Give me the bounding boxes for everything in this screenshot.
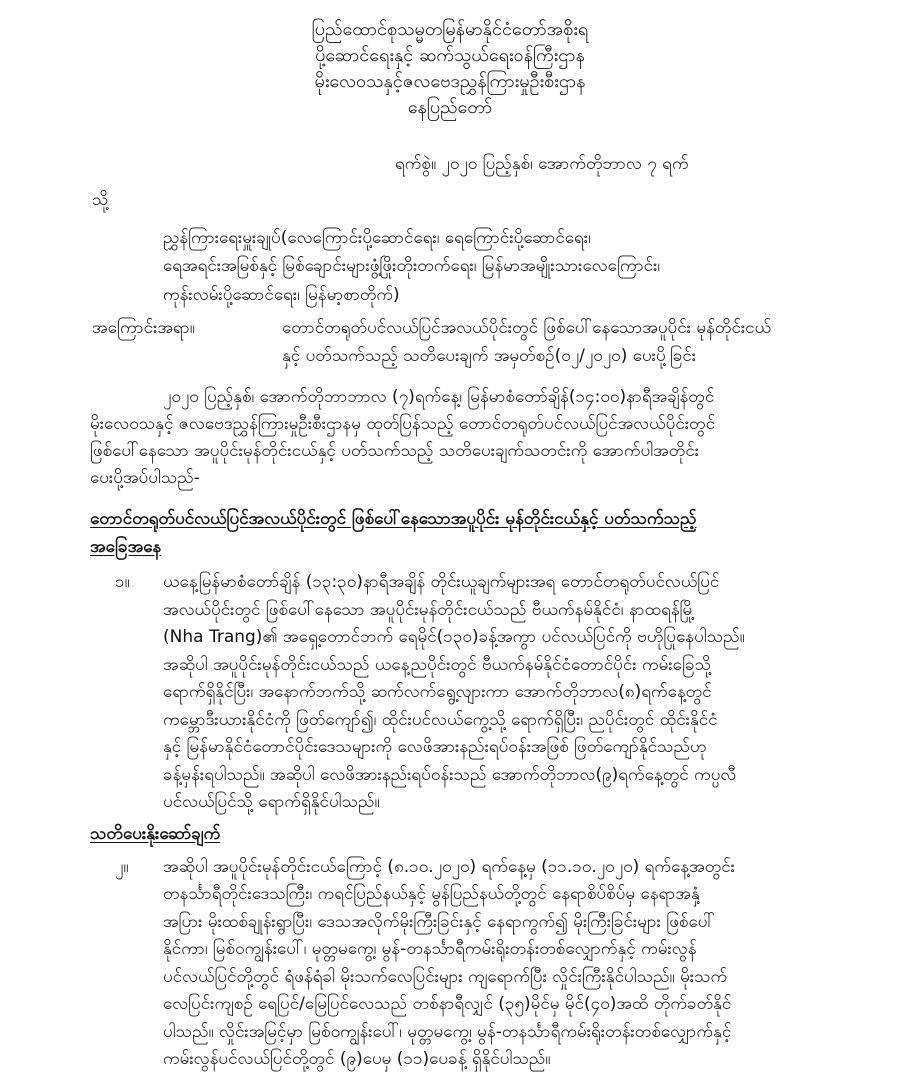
section2-line: ပါသည်။ လှိုင်းအမြင့်မှာ မြစ်ဝကျွန်းပေါ်၊ မုတ္တမကွေ့၊ မွန်-တနင်္သာရီကမ်းရိုးတန်းတစ်လျှောက်နှင့် xyxy=(163,1022,732,1042)
section1-line: ရောက်ရှိနိုင်ပြီး၊ အနောက်ဘက်သို့ ဆက်လက်ရွေ့လျားကာ အောက်တိုဘာလ(၈)ရက်နေ့တွင် xyxy=(163,682,712,702)
section1-line: (Nha Trang)၏ အရှေ့တောင်ဘက် ရေမိုင်(၁၃၀)ခန့်အကွာ ပင်လယ်ပြင်ကို ဗဟိုပြုနေပါသည်။ xyxy=(163,627,745,647)
recipient-line: ကုန်းလမ်းပို့ဆောင်ရေး၊ မြန်မာ့စာတိုက်) xyxy=(163,285,400,305)
section1-heading: တောင်တရုတ်ပင်လယ်ပြင်အလယ်ပိုင်းတွင် ဖြစ်ပေါ်နေသောအပူပိုင်း မုန်တိုင်းငယ်နှင့် ပတ်သက်သည့် xyxy=(90,509,697,529)
section1-line: အဆိုပါ အပူပိုင်းမုန်တိုင်းငယ်သည် ယနေ့ညပိုင်းတွင် ဗီယက်နမ်နိုင်ငံတောင်ပိုင်း ကမ်းခြေသို့ xyxy=(163,655,712,675)
section1-line: နှင့် မြန်မာနိုင်ငံတောင်ပိုင်းဒေသများကို လေဖိအားနည်းရပ်ဝန်းအဖြစ် ဖြတ်ကျော်နိုင်သည်ဟု xyxy=(163,737,707,757)
section2-heading: သတိပေးနိုးဆော်ချက် xyxy=(90,824,221,844)
recipient-line: ရေအရင်းအမြစ်နှင့် မြစ်ချောင်းများဖွံ့ဖြိုးတိုးတက်ရေး၊ မြန်မာအမျိုးသားလေကြောင်း၊ xyxy=(163,256,661,276)
paragraph-number: ၁။ xyxy=(115,572,130,592)
header-department: မိုးလေဝသနှင့်ဇလဗေဒညွှန်ကြားမှုဦးစီးဌာန xyxy=(314,71,586,92)
section1-line: ယနေ့မြန်မာစံတော်ချိန် (၁၃:၃၀)နာရီအချိန် တိုင်းယူချက်များအရ တောင်တရုတ်ပင်လယ်ပြင် xyxy=(163,572,720,592)
subject-label: အကြောင်းအရာ။ xyxy=(92,318,195,338)
intro-line: ဖြစ်ပေါ်နေသော အပူပိုင်းမုန်တိုင်းငယ်နှင့် ပတ်သက်သည့် သတိပေးချက်သတင်းကို အောက်ပါအတိုင်း xyxy=(90,441,700,461)
section2-line: နိုင်ကာ၊ မြစ်ဝကျွန်းပေါ်၊ မုတ္တမကွေ့၊ မွန်-တနင်္သာရီကမ်းရိုးတန်းတစ်လျှောက်နှင့် ကမ်းလွန် xyxy=(163,939,697,959)
intro-line: ၂၀၂၀ ပြည့်နှစ်၊ အောက်တိုဘာဘာလ (၇)ရက်နေ့၊ မြန်မာစံတော်ချိန်(၁၄:၀၀)နာရီအချိန်တွင် xyxy=(163,387,715,407)
letter-date: ရက်စွဲ။ ၂၀၂၀ ပြည့်နှစ်၊ အောက်တိုဘာလ ၇ ရက် xyxy=(395,154,689,174)
header-city: နေပြည်တော် xyxy=(407,97,493,118)
section1-heading: အခြေအနေ xyxy=(90,537,162,557)
section2-line: ကမ်းလွန်ပင်လယ်ပြင်တို့တွင် (၉)ပေမှ (၁၁)ပေခန့် ရှိနိုင်ပါသည်။ xyxy=(163,1049,551,1069)
to-label: သို့ xyxy=(92,190,109,210)
section2-line: အဆိုပါ အပူပိုင်းမုန်တိုင်းငယ်ကြောင့် (၈.၁၀.၂၀၂၀) ရက်နေ့မှ (၁၁.၁၀.၂၀၂၀) ရက်နေ့အတွင်း xyxy=(163,857,735,877)
section2-line: တနင်္သာရီတိုင်းဒေသကြီး၊ ကရင်ပြည်နယ်နှင့် မွန်ပြည်နယ်တို့တွင် နေရာစိပ်စိပ်မှ နေရာအနှံ့ xyxy=(163,884,700,904)
intro-line: ပေးပို့အပ်ပါသည်- xyxy=(90,468,200,488)
subject-line: နှင့် ပတ်သက်သည့် သတိပေးချက် အမှတ်စဉ်(၀၂/၂၀၂၀) ပေးပို့ခြင်း xyxy=(282,346,697,366)
section1-line: အလယ်ပိုင်းတွင် ဖြစ်ပေါ်နေသော အပူပိုင်းမုန်တိုင်းငယ်သည် ဗီယက်နမ်နိုင်ငံ၊ နာထရန်မြို့ xyxy=(163,600,695,620)
section1-line: ပင်လယ်ပြင်သို့ ရောက်ရှိနိုင်ပါသည်။ xyxy=(163,792,380,812)
section1-line: ခန့်မှန်းရပါသည်။ အဆိုပါ လေဖိအားနည်းရပ်ဝန်းသည် အောက်တိုဘာလ(၉)ရက်နေ့တွင် ကပ္ပလီ xyxy=(163,765,737,785)
intro-line: မိုးလေဝသနှင့် ဇလဗေဒညွှန်ကြားမှုဦးစီးဌာနမှ ထုတ်ပြန်သည့် တောင်တရုတ်ပင်လယ်ပြင်အလယ်ပိုင်းတွင် xyxy=(90,414,716,434)
section2-line: ပင်လယ်ပြင်တို့တွင် ရံဖန်ရံခါ မိုးသက်လေပြင်းများ ကျရောက်ပြီး လှိုင်းကြီးနိုင်ပါသည်။ မိုးသက် xyxy=(163,967,728,987)
recipient-line: ညွှန်ကြားရေးမှူးချုပ်(လေကြောင်းပို့ဆောင်ရေး၊ ရေကြောင်းပို့ဆောင်ရေး၊ xyxy=(163,228,591,248)
paragraph-number: ၂။ xyxy=(115,857,129,877)
subject-line: တောင်တရုတ်ပင်လယ်ပြင်အလယ်ပိုင်းတွင် ဖြစ်ပေါ်နေသောအပူပိုင်း မုန်တိုင်းငယ် xyxy=(282,318,772,338)
header-government: ပြည်ထောင်စုသမ္မတမြန်မာနိုင်ငံတော်အစိုးရ xyxy=(311,19,589,40)
section2-line: လေပြင်းကျစဉ် ရေပြင်/မြေပြင်လေသည် တစ်နာရီလျှင် (၃၅)မိုင်မှ မိုင်(၄၀)အထိ တိုက်ခတ်နိုင် xyxy=(163,994,732,1014)
header-ministry: ပို့ဆောင်ရေးနှင့် ဆက်သွယ်ရေးဝန်ကြီးဌာန xyxy=(315,45,585,66)
section1-line: ကမ္ဘောဒီးယားနိုင်ငံကို ဖြတ်ကျော်၍၊ ထိုင်းပင်လယ်ကွေ့သို့ ရောက်ရှိပြီး၊ ညပိုင်းတွင် ထိုင်းနိုင်ငံ xyxy=(163,710,718,730)
section2-line: အပြား မိုးထစ်ချုန်းရွာပြီး၊ ဒေသအလိုက်မိုးကြီးခြင်းနှင့် နေရာကွက်၍ မိုးကြီးခြင်းများ ဖြစ်ပေါ် xyxy=(163,912,716,932)
